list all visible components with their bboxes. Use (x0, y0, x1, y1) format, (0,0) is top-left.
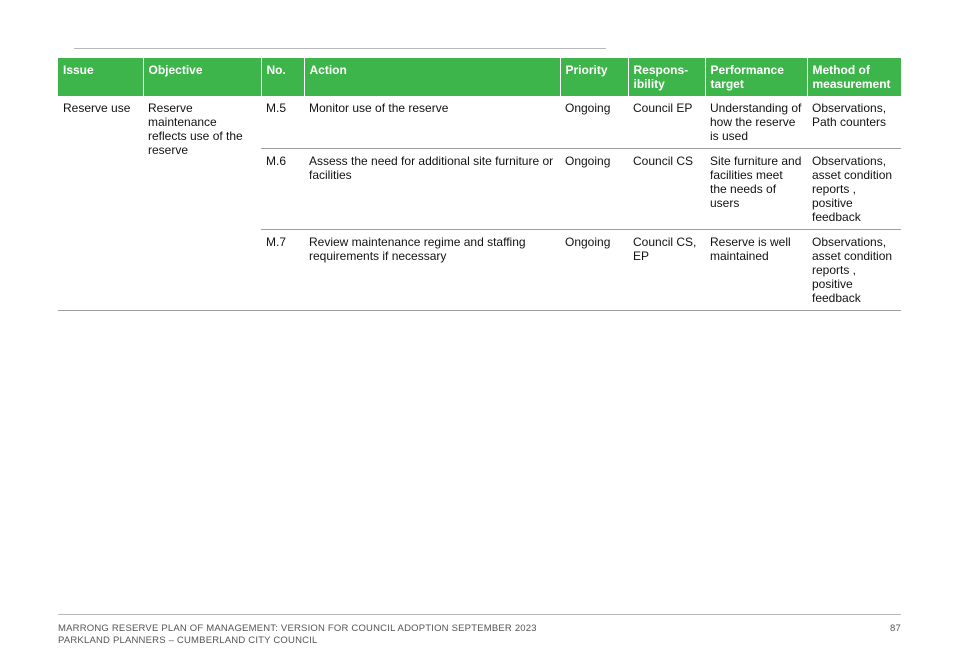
footer-author: PARKLAND PLANNERS – CUMBERLAND CITY COUNCIL (58, 635, 318, 646)
table-header-row (58, 58, 901, 96)
header-method: Method of measurement (807, 58, 901, 96)
action-plan-table (58, 58, 901, 311)
method-cell: Observations, asset condition reports , positive feedback (807, 149, 901, 230)
priority-cell: Ongoing (560, 149, 628, 230)
performance-target-cell: Site furniture and facilities meet the needs of users (705, 149, 807, 230)
issue-cell: Reserve use (58, 96, 143, 311)
action-text: Monitor use of the reserve (309, 101, 449, 115)
header-no: No. (261, 58, 304, 96)
priority-cell: Ongoing (565, 101, 611, 115)
action-text: Review maintenance regime and staffing requirements if necessary (304, 230, 560, 311)
page-number: 87 (890, 623, 901, 634)
responsibility-cell: Council EP (633, 101, 693, 115)
responsibility-cell: Council CS, EP (628, 230, 705, 311)
header-action: Action (304, 58, 560, 96)
header-objective: Objective (143, 58, 261, 96)
performance-target-cell: Reserve is well maintained (705, 230, 807, 311)
performance-target-cell: Understanding of how the reserve is used (710, 101, 802, 143)
page-footer (58, 614, 901, 647)
header-responsibility: Respons-ibility (628, 58, 705, 96)
footer-document-title: MARRONG RESERVE PLAN OF MANAGEMENT: VERSION FOR COUNCIL ADOPTION SEPTEMBER 2023 (58, 623, 537, 634)
action-number: M.5 (266, 101, 287, 115)
header-priority: Priority (560, 58, 628, 96)
objective-cell: Reserve maintenance reflects use of the reserve (143, 96, 261, 311)
method-cell: Observations, asset condition reports , positive feedback (807, 230, 901, 311)
header-issue: Issue (58, 58, 143, 96)
header-rule (74, 48, 606, 49)
table-row (58, 96, 901, 149)
action-number: M.6 (261, 149, 304, 230)
method-cell: Observations, Path counters (812, 101, 887, 129)
priority-cell: Ongoing (560, 230, 628, 311)
responsibility-cell: Council CS (628, 149, 705, 230)
action-text: Assess the need for additional site furniture or facilities (304, 149, 560, 230)
action-number: M.7 (261, 230, 304, 311)
header-performance-target: Performance target (705, 58, 807, 96)
